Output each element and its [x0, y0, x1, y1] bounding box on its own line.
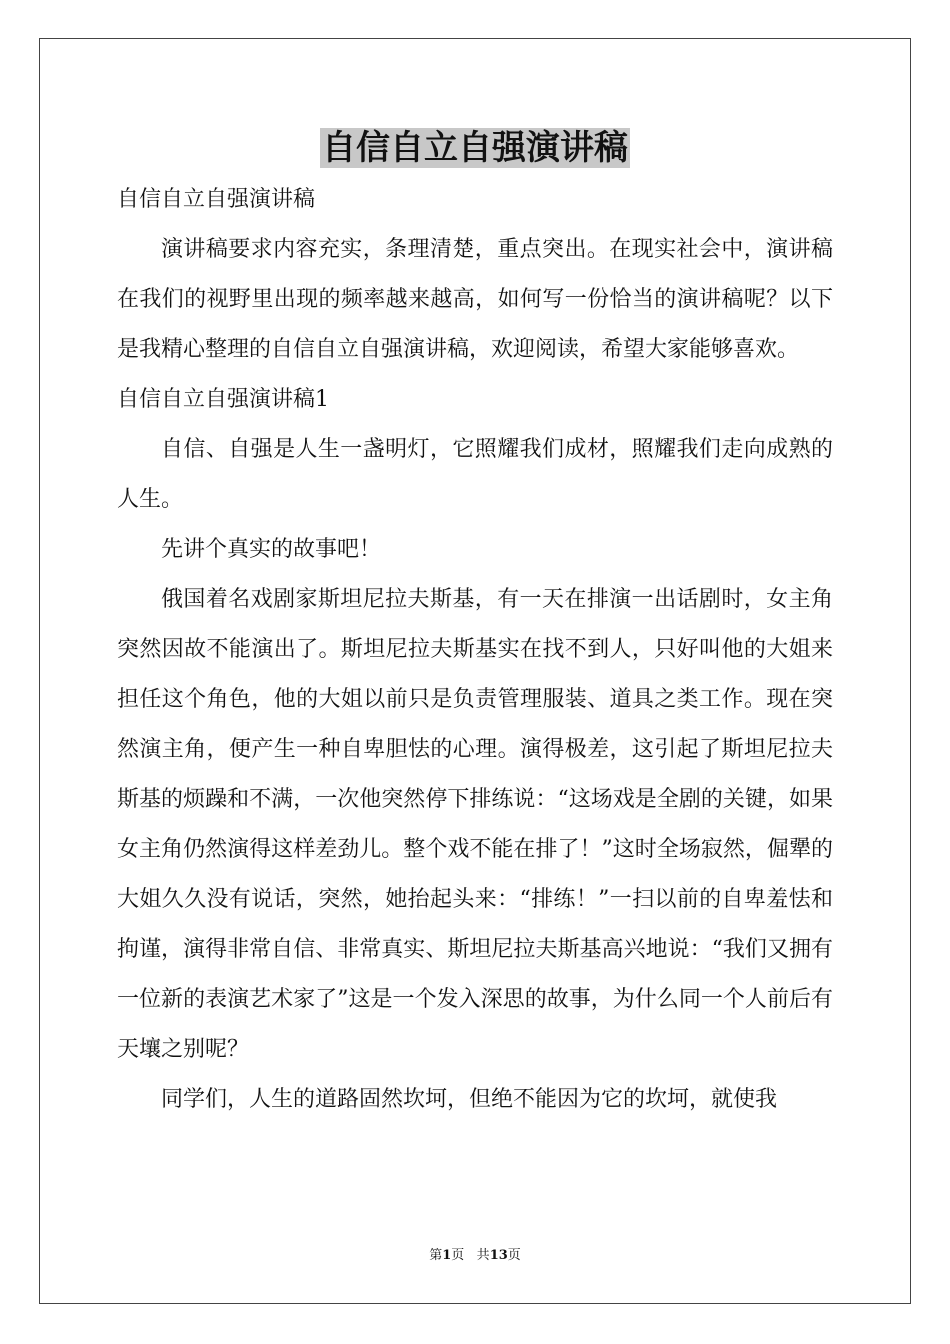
total-prefix: 共 [476, 1248, 490, 1263]
body-paragraph: 演讲稿要求内容充实，条理清楚，重点突出。在现实社会中，演讲稿在我们的视野里出现的频率越来越高，如何写一份恰当的演讲稿呢？以下是我精心整理的自信自立自强演讲稿，欢迎阅读，希望大家能够喜欢。 [117, 237, 833, 362]
page-number: 1 [442, 1248, 452, 1263]
document-title [0, 126, 950, 170]
section-heading: 自信自立自强演讲稿 [117, 187, 316, 212]
body-paragraph: 俄国着名戏剧家斯坦尼拉夫斯基，有一天在排演一出话剧时，女主角突然因故不能演出了。斯坦尼拉夫斯基实在找不到人，只好叫他的大姐来担任这个角色，他的大姐以前只是负责管理服装、道具之类工作。现在突然演主角，便产生一种自卑胆怯的心理。演得极差，这引起了斯坦尼拉夫斯基的烦躁和不满，一次他突然停下排练说：“这场戏是全剧的关键，如果女主角仍然演得这样差劲儿。整个戏不能在排了！”这时全场寂然，倔犟的大姐久久没有说话，突然，她抬起头来：“排练！”一扫以前的自卑羞怯和拘谨，演得非常自信、非常真实、斯坦尼拉夫斯基高兴地说：“我们又拥有一位新的表演艺术家了”这是一个发入深思的故事，为什么同一个人前后有天壤之别呢？ [117, 587, 833, 1062]
document-title-text: 自信自立自强演讲稿 [322, 128, 628, 168]
body-paragraph: 先讲个真实的故事吧！ [161, 537, 382, 562]
page-suffix: 页 [451, 1248, 465, 1263]
body-paragraph: 同学们，人生的道路固然坎坷，但绝不能因为它的坎坷，就使我 [161, 1087, 778, 1112]
page-footer [0, 1246, 950, 1266]
total-suffix: 页 [507, 1248, 521, 1263]
total-pages: 13 [489, 1248, 508, 1263]
body-paragraph: 自信、自强是人生一盏明灯，它照耀我们成材，照耀我们走向成熟的人生。 [117, 437, 833, 512]
document-body [117, 175, 833, 1125]
section-heading: 自信自立自强演讲稿1 [117, 387, 329, 412]
page-prefix: 第 [429, 1248, 443, 1263]
